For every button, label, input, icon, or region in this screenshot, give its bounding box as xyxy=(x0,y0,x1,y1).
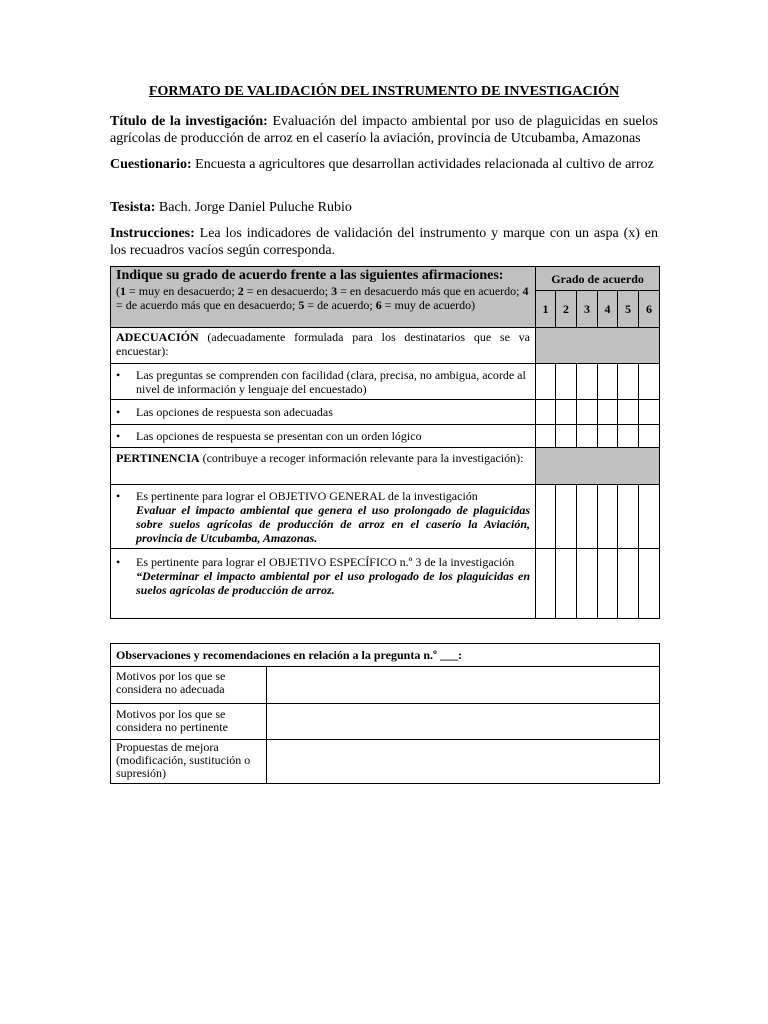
answer-cell[interactable] xyxy=(639,425,660,448)
answer-cell[interactable] xyxy=(598,549,618,619)
answer-cell[interactable] xyxy=(577,400,598,425)
answer-cell[interactable] xyxy=(618,485,639,549)
observations-table xyxy=(110,643,660,784)
research-title-label: Título de la investigación: xyxy=(110,114,268,129)
grade-1: 1 xyxy=(536,291,556,328)
answer-cell[interactable] xyxy=(639,549,660,619)
grade-6: 6 xyxy=(639,291,660,328)
answer-cell[interactable] xyxy=(536,549,556,619)
table-header-title: Indique su grado de acuerdo frente a las siguientes afirmaciones: xyxy=(116,268,504,283)
instructions xyxy=(110,225,658,259)
answer-cell[interactable] xyxy=(556,485,577,549)
answer-cell[interactable] xyxy=(536,364,556,400)
scale-legend: (1 = muy en desacuerdo; 2 = en desacuerdo; 3 = en desacuerdo más que en acuerdo; 4 = de acuerdo más que en desacuerdo; 5 = de acuerdo; 6 = muy de acuerdo) xyxy=(116,284,529,312)
observation-label: Propuestas de mejora (modificación, sustitución o supresión) xyxy=(111,740,267,784)
answer-cell[interactable] xyxy=(556,549,577,619)
grade-header: Grado de acuerdo xyxy=(536,267,660,291)
answer-cell[interactable] xyxy=(618,549,639,619)
answer-cell[interactable] xyxy=(556,364,577,400)
answer-cell[interactable] xyxy=(598,400,618,425)
answer-cell[interactable] xyxy=(618,400,639,425)
questionnaire-label: Cuestionario: xyxy=(110,157,192,172)
answer-cell[interactable] xyxy=(598,364,618,400)
answer-cell[interactable] xyxy=(536,425,556,448)
grade-2: 2 xyxy=(556,291,577,328)
thesis-label: Tesista: xyxy=(110,200,156,215)
document-title: FORMATO DE VALIDACIÓN DEL INSTRUMENTO DE INVESTIGACIÓN xyxy=(148,84,620,99)
section-adecuacion: ADECUACIÓN (adecuadamente formulada para los destinatarios que se va encuestar): xyxy=(111,328,536,364)
answer-cell[interactable] xyxy=(536,400,556,425)
question-row: • Las opciones de respuesta son adecuadas xyxy=(111,400,536,425)
answer-cell[interactable] xyxy=(556,425,577,448)
grade-4: 4 xyxy=(598,291,618,328)
question-row: • Las preguntas se comprenden con facilidad (clara, precisa, no ambigua, acorde al nivel de información y lenguaje del encuestado) xyxy=(111,364,536,400)
observation-label: Motivos por los que se considera no adecuada xyxy=(111,667,267,704)
objective-general: Evaluar el impacto ambiental que genera el uso prolongado de plaguicidas sobre suelos agrícolas de producción de arroz en el caserío la Aviación, provincia de Utcubamba, Amazonas. xyxy=(136,503,530,545)
answer-cell[interactable] xyxy=(639,485,660,549)
thesis-author xyxy=(110,199,658,216)
question-row: • Es pertinente para lograr el OBJETIVO GENERAL de la investigación Evaluar el impacto ambiental que genera el uso prolongado de plaguicidas sobre suelos agrícolas de producción de arroz en el caserío la Aviación, provincia de Utcubamba, Amazonas. xyxy=(111,485,536,549)
answer-cell[interactable] xyxy=(577,425,598,448)
table-header xyxy=(111,267,536,328)
observation-input-no-adecuada[interactable] xyxy=(267,667,660,704)
answer-cell[interactable] xyxy=(618,425,639,448)
observation-input-propuestas[interactable] xyxy=(267,740,660,784)
answer-cell[interactable] xyxy=(618,364,639,400)
questionnaire xyxy=(110,156,658,173)
research-title xyxy=(110,113,658,147)
section-adecuacion-shade xyxy=(536,328,660,364)
answer-cell[interactable] xyxy=(598,485,618,549)
answer-cell[interactable] xyxy=(639,400,660,425)
question-row: • Las opciones de respuesta se presentan con un orden lógico xyxy=(111,425,536,448)
research-title-value: Evaluación del impacto ambiental por uso de plaguicidas en suelos agrícolas de producción de arroz en el caserío la aviación, provincia de Utcubamba, Amazonas xyxy=(110,114,658,146)
objective-specific: “Determinar el impacto ambiental por el uso prologado de los plaguicidas en suelos agrícolas de producción de arroz. xyxy=(136,569,530,597)
grade-5: 5 xyxy=(618,291,639,328)
question-row: • Es pertinente para lograr el OBJETIVO ESPECÍFICO n.º 3 de la investigación “Determinar el impacto ambiental por el uso prologado de los plaguicidas en suelos agrícolas de producción de arroz. xyxy=(111,549,536,619)
answer-cell[interactable] xyxy=(577,364,598,400)
section-pertinencia: PERTINENCIA (contribuye a recoger información relevante para la investigación): xyxy=(111,448,536,485)
answer-cell[interactable] xyxy=(639,364,660,400)
observations-header: Observaciones y recomendaciones en relación a la pregunta n.º ___: xyxy=(111,644,660,667)
thesis-value: Bach. Jorge Daniel Puluche Rubio xyxy=(155,200,352,215)
questionnaire-value: Encuesta a agricultores que desarrollan actividades relacionada al cultivo de arroz xyxy=(191,157,654,172)
observation-label: Motivos por los que se considera no pertinente xyxy=(111,704,267,740)
answer-cell[interactable] xyxy=(577,549,598,619)
answer-cell[interactable] xyxy=(556,400,577,425)
answer-cell[interactable] xyxy=(598,425,618,448)
instructions-value: Lea los indicadores de validación del instrumento y marque con un aspa (x) en los recuadros vacíos según corresponda. xyxy=(110,226,658,258)
section-pertinencia-shade xyxy=(536,448,660,485)
validation-table xyxy=(110,266,660,619)
observation-input-no-pertinente[interactable] xyxy=(267,704,660,740)
instructions-label: Instrucciones: xyxy=(110,226,195,241)
answer-cell[interactable] xyxy=(577,485,598,549)
answer-cell[interactable] xyxy=(536,485,556,549)
grade-3: 3 xyxy=(577,291,598,328)
